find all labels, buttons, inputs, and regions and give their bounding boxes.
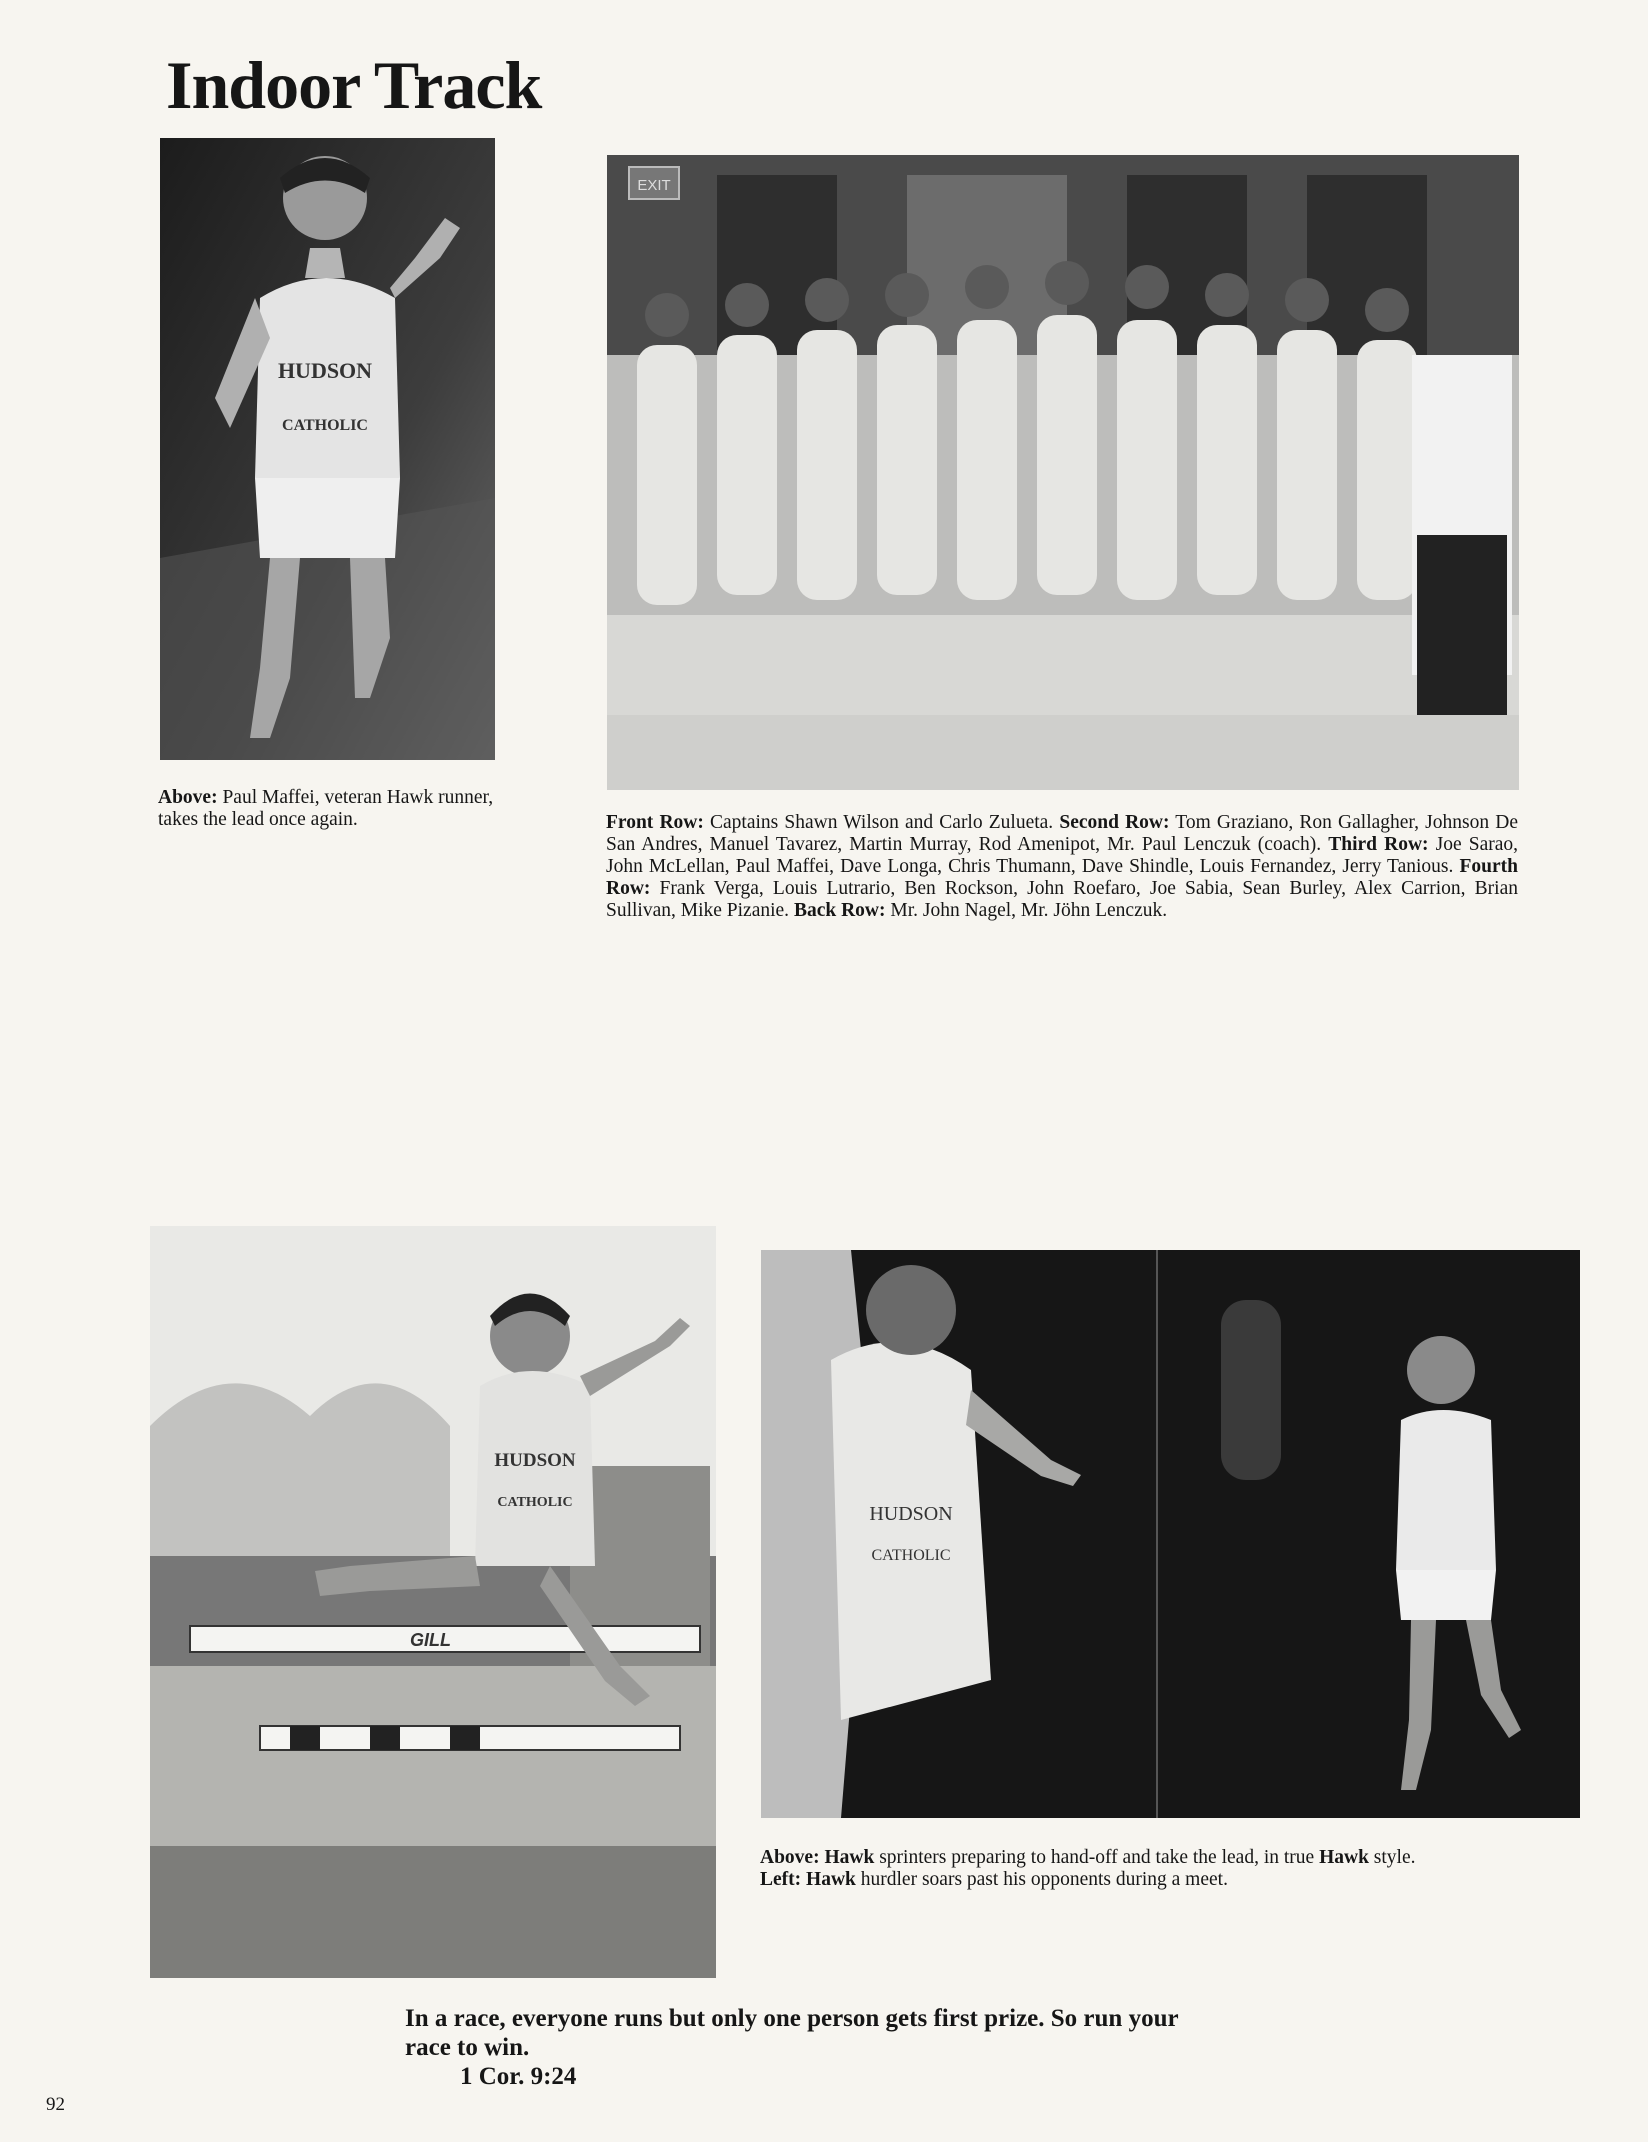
fourth-row-label: Fourth Row: xyxy=(606,856,1518,899)
caption-above-label: Above: xyxy=(760,1847,820,1868)
caption-left-label: Left: xyxy=(760,1869,802,1890)
caption-above-text: sprinters preparing to hand-off and take the lead, in true xyxy=(879,1847,1315,1868)
front-row-label: Front Row: xyxy=(606,812,704,833)
caption-label: Above: xyxy=(158,787,218,808)
jersey-text-bottom: CATHOLIC xyxy=(282,417,368,434)
caption-hawk-2: Hawk xyxy=(1319,1847,1369,1868)
sprinters-caption xyxy=(760,1847,1580,1891)
quote-line-1: In a race, everyone runs but only one person gets first prize. So run your xyxy=(405,2005,1179,2032)
fourth-row-names: Frank Verga, Louis Lutrario, Ben Rockson, John Roefaro, Joe Sabia, Sean Burley, Alex Carrion, Brian Sullivan, Mike Pizanie. xyxy=(606,878,1518,921)
jersey-text-top: HUDSON xyxy=(494,1450,576,1471)
quote-reference: 1 Cor. 9:24 xyxy=(460,2063,577,2090)
third-row-label: Third Row: xyxy=(1328,834,1429,855)
back-row-names: Mr. John Nagel, Mr. Jöhn Lenczuk. xyxy=(890,900,1168,921)
third-row-names: Joe Sarao, John McLellan, Paul Maffei, Dave Longa, Chris Thumann, Dave Shindle, Louis Fernandez, Jerry Tanious. xyxy=(606,834,1519,877)
runner-caption xyxy=(158,787,498,831)
bible-quote xyxy=(405,2004,1325,2091)
jersey-text-bottom: CATHOLIC xyxy=(871,1547,951,1564)
caption-hawk-1: Hawk xyxy=(824,1847,875,1868)
hurdle-brand: GILL xyxy=(410,1630,451,1650)
jersey-text-top: HUDSON xyxy=(869,1503,953,1525)
team-photo xyxy=(607,155,1519,790)
caption-style-word: style. xyxy=(1373,1847,1416,1868)
runner-photo xyxy=(160,138,495,760)
caption-left-text: hurdler soars past his opponents during a meet. xyxy=(860,1869,1228,1890)
quote-line-2: race to win. xyxy=(405,2034,530,2061)
caption-hawk-3: Hawk xyxy=(806,1869,856,1890)
jersey-text-top: HUDSON xyxy=(277,358,373,383)
back-row-label: Back Row: xyxy=(793,900,886,921)
page-title: Indoor Track xyxy=(166,47,542,123)
hurdler-photo xyxy=(150,1226,716,1978)
page-number: 92 xyxy=(46,2094,65,2115)
second-row-names: Tom Graziano, Ron Gallagher, Johnson De San Andres, Manuel Tavarez, Martin Murray, Rod Amenipot, Mr. Paul Lenczuk (coach). xyxy=(606,812,1518,855)
jersey-text-bottom: CATHOLIC xyxy=(497,1495,573,1510)
second-row-label: Second Row: xyxy=(1059,812,1170,833)
team-caption xyxy=(606,812,1518,922)
exit-sign: EXIT xyxy=(637,177,671,194)
sprinters-photo xyxy=(761,1250,1580,1818)
front-row-names: Captains Shawn Wilson and Carlo Zulueta. xyxy=(710,812,1054,833)
caption-text: Paul Maffei, veteran Hawk runner, takes the lead once again. xyxy=(158,787,494,830)
